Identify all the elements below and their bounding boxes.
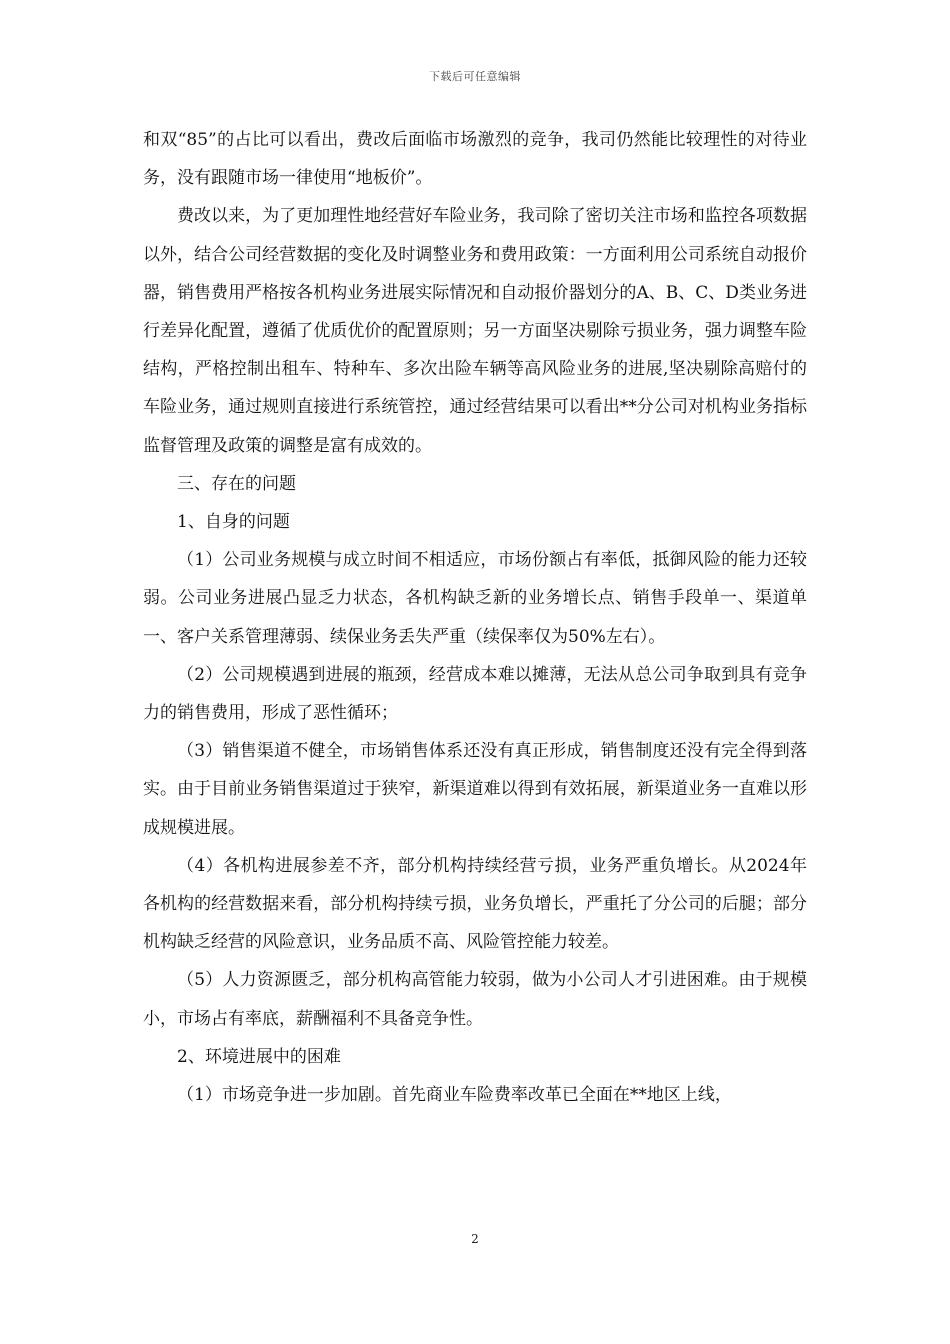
paragraph-policy: 费改以来，为了更加理性地经营好车险业务，我司除了密切关注市场和监控各项数据以外，结合公司经营数据的变化及时调整业务和费用政策：一方面利用公司系统自动报价器，销售费用严格按各机构业务进展实际情况和自动报价器划分的A、B、C、D类业务进行差异化配置，遵循了优质优价的配置原则；另一方面坚决剔除亏损业务，强力调整车险结构，严格控制出租车、特种车、多次出险车辆等高风险业务的进展,坚决剔除高赔付的车险业务，通过规则直接进行系统管控，通过经营结果可以看出**分公司对机构业务指标监督管理及政策的调整是富有成效的。 — [143, 206, 807, 456]
paragraph-env-item-1: （1）市场竞争进一步加剧。首先商业车险费率改革已全面在**地区上线， — [177, 1085, 732, 1106]
paragraph-item-3: （3）销售渠道不健全，市场销售体系还没有真正形成，销售制度还没有完全得到落实。由于目前业务销售渠道过于狭窄，新渠道难以得到有效拓展，新渠道业务一直难以形成规模进展。 — [143, 741, 807, 838]
paragraph-continuation: 和双“85”的占比可以看出，费改后面临市场激烈的竞争，我司仍然能比较理性的对待业务，没有跟随市场一律使用“地板价”。 — [143, 130, 807, 189]
paragraph-item-5: （5）人力资源匮乏，部分机构高管能力较弱，做为小公司人才引进困难。由于规模小，市场占有率底，薪酬福利不具备竞争性。 — [143, 970, 807, 1029]
subsection-heading-environment: 2、环境进展中的困难 — [177, 1046, 341, 1067]
page-header: 下载后可任意编辑 — [429, 70, 521, 83]
document-body — [143, 121, 807, 1114]
page-number: 2 — [471, 1232, 479, 1246]
subsection-heading-internal: 1、自身的问题 — [177, 512, 290, 533]
paragraph-item-4: （4）各机构进展参差不齐，部分机构持续经营亏损，业务严重负增长。从2024年各机构的经营数据来看，部分机构持续亏损，业务负增长，严重托了分公司的后腿；部分机构缺乏经营的风险意识，业务品质不高、风险管控能力较差。 — [143, 855, 807, 953]
section-heading-problems: 三、存在的问题 — [177, 473, 296, 494]
paragraph-item-1: （1）公司业务规模与成立时间不相适应，市场份额占有率低，抵御风险的能力还较弱。公司业务进展凸显乏力状态，各机构缺乏新的业务增长点、销售手段单一、渠道单一、客户关系管理薄弱、续保业务丢失严重（续保率仅为50%左右）。 — [143, 550, 807, 647]
paragraph-item-2: （2）公司规模遇到进展的瓶颈，经营成本难以摊薄，无法从总公司争取到具有竞争力的销售费用，形成了恶性循环； — [143, 664, 807, 724]
